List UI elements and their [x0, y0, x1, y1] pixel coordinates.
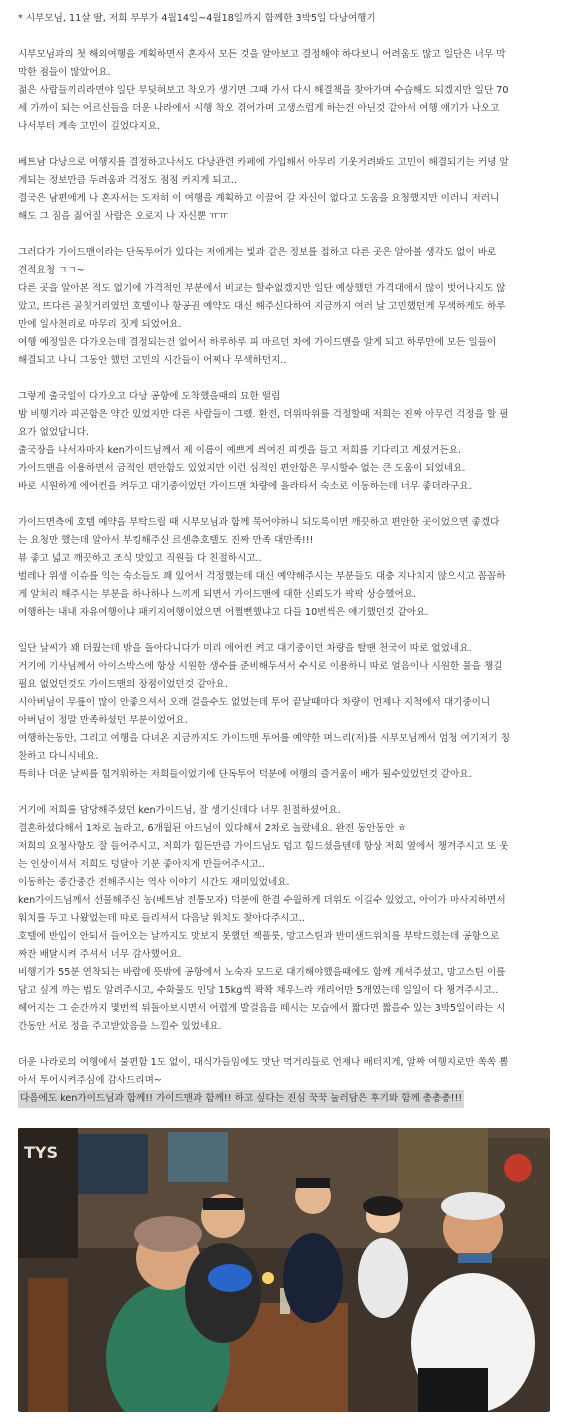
- text-line: 가이드면측에 호텔 예약을 부탁드릴 때 시부모님과 함께 묵어야하니 되도록이면 깨끗하고 편안한 곳이었으면 좋겠다: [18, 517, 500, 528]
- text-line: 시아버님이 무릎이 많이 안좋으셔서 오래 걸을수도 없었는데 투어 끝날때마다 차량이 언제나 지척에서 대기중이니: [18, 697, 491, 708]
- wall-decoration: [504, 1154, 532, 1182]
- text-line: 담고 싶게 까는 법도 알려주시고, 수화물도 인당 15kg씩 꽉꽉 채우느라 캐리어만 5개였는데 일일이 다 챙겨주시고..: [18, 985, 499, 996]
- text-line: 나서부터 계속 고민이 깊었다지요.: [18, 121, 160, 132]
- paragraph-1: [18, 46, 554, 136]
- text-line: 더운 나라로의 여행에서 불편함 1도 없이, 대식가들임에도 맛난 먹거리들로 언제나 배터지게, 알짜 여행지로만 쏙쏙 뽑: [18, 1057, 509, 1068]
- text-line: 여행 예정일은 다가오는데 결정되는건 없어서 하루하루 피 마르던 차에 가이드맨을 알게 되고 하루만에 모든 일들이: [18, 337, 497, 348]
- text-line: 세 가까이 되는 어르신들을 더운 나라에서 시행 착오 겪어가며 고생스럽게 하는건 아닌것 같아서 여행 얘기가 나오고: [18, 103, 500, 114]
- text-line: 저희의 요청사항도 잘 들어주시고, 저희가 힘든만큼 가이드님도 덥고 힘드셨을텐데 항상 저희 옆에서 챙겨주시고 또 웃: [18, 841, 509, 852]
- text-line: ken가이드님께서 선물해주신 농(베트남 전통모자) 덕분에 한결 수월하게 더위도 이길수 있었고, 아이가 마사지하면서: [18, 895, 506, 906]
- text-line: 밤 비행기라 피곤함은 약간 있었지만 다른 사람들이 그랬. 환전, 더위따위를 걱정할때 저희는 진짜 아무런 걱정을 할 필: [18, 409, 509, 420]
- wall-shelf: [398, 1128, 488, 1198]
- text-line: 비행기가 55분 연착되는 바람에 뜻밖에 공항에서 노숙자 모드로 대기해야했을때에도 함께 계셔주셨고, 망고스틴 이를: [18, 967, 506, 978]
- text-line: 견적요청 ㄱㄱ~: [18, 265, 85, 276]
- text-line: 젊은 사람들끼리라면야 일단 부딪혀보고 착오가 생기면 그때 가서 다시 해결책을 찾아가며 수습해도 되겠지만 일단 70: [18, 85, 509, 96]
- wall-window: [168, 1132, 228, 1182]
- text-line: 결혼하셨다해서 1차로 놀라고, 6개월된 아드님이 있다해서 2차로 놀랐네요. 완전 동안동안 ㅎ: [18, 823, 407, 834]
- paragraph-gap: [18, 496, 554, 514]
- text-line: 필요 없었던것도 가이드맨의 장점이었던것 같아요.: [18, 679, 228, 690]
- text-line: 출국장을 나서자마자 ken가이드님께서 제 이름이 예쁘게 씌여진 피켓을 들고 저희를 기다리고 계셨거든요.: [18, 445, 462, 456]
- text-line: 아서 투어시켜주심에 감사드리며~: [18, 1075, 162, 1086]
- person-grandfather-neck-cooler: [458, 1253, 492, 1263]
- text-line: 다른 곳을 알아본 적도 없기에 가격적인 부분에서 비교는 할수없겠지만 일단 예상했던 가격대에서 많이 벗어나지도 않: [18, 283, 506, 294]
- person-guide-body: [283, 1233, 343, 1323]
- paragraph-gap: [18, 1036, 554, 1054]
- paragraph-gap: [18, 226, 554, 244]
- text-line: 결국은 남편에게 나 혼자서는 도저히 이 여행을 계획하고 이끌어 갈 자신이 없다고 도움을 요청했지만 이러니 저러니: [18, 193, 500, 204]
- text-line: 바로 시원하게 에어컨을 켜두고 대기중이었던 가이드맨 차량에 올라타서 숙소로 이동하는데 너무 좋더라구요.: [18, 481, 472, 492]
- text-line: 베트남 다낭으로 여행지를 결정하고나서도 다낭관련 카페에 가입해서 아무리 기웃거려봐도 고민이 해결되기는 커녕 알: [18, 157, 509, 168]
- text-line: 게되는 정보만큼 두려움과 걱정도 점점 커지게 되고..: [18, 175, 238, 186]
- closing-line: [18, 1090, 554, 1108]
- text-line: 만에 일사천리로 마무리 짓게 되었어요.: [18, 319, 182, 330]
- group-photo: [18, 1128, 550, 1412]
- paragraph-gap: [18, 28, 554, 46]
- text-line: 해결되고 나니 그동안 했던 고민의 시간들이 어찌나 무색하던지..: [18, 355, 287, 366]
- person-grandmother-hair: [134, 1216, 202, 1252]
- paragraph-6: [18, 640, 554, 784]
- person-grandfather-shorts: [418, 1368, 488, 1412]
- text-line: 벌레나 위생 이슈를 익는 숙소들도 꽤 있어서 걱정했는데 대신 예약해주시는 부분들도 대충 지나치지 않으시고 꼼꼼하: [18, 571, 506, 582]
- paragraph-5: [18, 514, 554, 622]
- sign-text: TYS: [24, 1143, 59, 1162]
- post-title: * 시부모님, 11살 딸, 저희 부부가 4월14일~4월18일까지 함께한 3박5일 다낭여행기: [18, 13, 376, 24]
- text-line: 여행하는동안, 그리고 여행을 다녀온 지금까지도 가이드맨 투어를 예약한 며느리(저)를 시부모님께서 엄청 여기저기 칭: [18, 733, 510, 744]
- text-line: 그러다가 가이드맨이라는 단독투어가 있다는 저에게는 빛과 같은 정보를 접하고 다른 곳은 알아볼 생각도 없이 바로: [18, 247, 497, 258]
- paragraph-4: [18, 388, 554, 496]
- text-line: 뷰 좋고 넓고 깨끗하고 조식 맛있고 직원들 다 친절하시고..: [18, 553, 262, 564]
- candle-light: [262, 1272, 274, 1284]
- text-line: 막한 점들이 많았어요.: [18, 67, 111, 78]
- text-line: 게 알처리 해주시는 부분을 하나하나 느끼게 되면서 가이드맨에 대한 신뢰도가 팍팍 상승했어요.: [18, 589, 417, 600]
- paragraph-gap: [18, 136, 554, 154]
- paragraph-8: [18, 1054, 554, 1090]
- restaurant-group-photo-illustration: [18, 1128, 550, 1412]
- closing-highlight: 다음에도 ken가이드님과 함께!! 가이드맨과 함께!! 하고 싶다는 진심 꾹꾹 눌러담은 후기와 함께 총총총!!!: [18, 1090, 464, 1108]
- post-body: [18, 10, 554, 1108]
- text-line: 가이드맨을 이용하면서 금적인 편안함도 있었지만 이런 심적인 편안함은 무시할수 없는 큰 도움이 되었네요.: [18, 463, 466, 474]
- text-line: 거기에 저희를 담당해주셨던 ken가이드님, 잘 생기신데다 너무 친절하셨어요.: [18, 805, 341, 816]
- person-dad-hair: [203, 1198, 243, 1210]
- text-line: 특히나 더운 날씨를 힘겨워하는 저희들이었기에 단독투어 덕분에 여행의 즐거움이 배가 될수있었던것 같아요.: [18, 769, 472, 780]
- text-line: 해도 그 짐을 짊어질 사람은 오로지 나 자신뿐 ㅠㅠ: [18, 211, 228, 222]
- paragraph-7: [18, 802, 554, 1036]
- person-guide-hair: [296, 1178, 330, 1188]
- text-line: 는 요청만 했는데 알아서 부킹해주신 르센츄호텔도 진짜 만족 대만족!!!: [18, 535, 314, 546]
- text-line: 여행하는 내내 자유여행이냐 패키지여행이었으면 어쩔뻔했냐고 다들 10번씩은 얘기했던것 같아요.: [18, 607, 429, 618]
- text-line: 아버님이 정말 만족하셨던 부분이었어요.: [18, 715, 188, 726]
- person-dad-body: [185, 1243, 261, 1343]
- blue-bag: [208, 1264, 252, 1292]
- person-daughter-hair: [363, 1196, 403, 1216]
- paragraph-gap: [18, 370, 554, 388]
- text-line: 그렇게 출국일이 다가오고 다낭 공항에 도착했을때의 묘한 떨림: [18, 391, 281, 402]
- text-line: 거기에 기사님께서 아이스박스에 항상 시원한 생수를 준비해두셔서 수시로 이용하니 따로 얼음이나 시원한 물을 챙길: [18, 661, 503, 672]
- paragraph-2: [18, 154, 554, 226]
- text-line: 시부모님과의 첫 해외여행을 계획하면서 혼자서 모든 것을 알아보고 결정해야 하다보니 어려움도 많고 일단은 너무 막: [18, 49, 506, 60]
- text-line: 일단 날씨가 꽤 더웠는데 밖을 돌아다니다가 미리 에어컨 켜고 대기중이던 차량을 탈땐 천국이 따로 없었네요.: [18, 643, 472, 654]
- person-daughter-body: [358, 1238, 408, 1318]
- paragraph-gap: [18, 622, 554, 640]
- paragraph-3: [18, 244, 554, 370]
- chair-left: [28, 1278, 68, 1412]
- text-line: 았고, 뜨다른 골칫거리였던 호텔이나 항공권 예약도 대신 해주신다하여 지금까지 여러 날 고민했던게 무색하게도 하루: [18, 301, 506, 312]
- text-line: 간동안 서로 정을 주고받았음을 느낄수 있었네요.: [18, 1021, 222, 1032]
- person-grandfather-hair: [441, 1192, 505, 1220]
- text-line: 이동하는 중간중간 전해주시는 역사 이야기 시간도 재미있었네요.: [18, 877, 290, 888]
- text-line: 찬하고 다니시네요.: [18, 751, 99, 762]
- wall-window: [78, 1134, 148, 1194]
- text-line: 는 인상이셔서 저희도 덩달아 기분 좋아지게 만들어주시고..: [18, 859, 265, 870]
- text-line: 요가 없었답니다.: [18, 427, 89, 438]
- paragraph-gap: [18, 784, 554, 802]
- text-line: 워치를 두고 나왔었는데 따로 들리셔서 다음날 워치도 찾아다주시고..: [18, 913, 305, 924]
- text-line: 짜잔 배달시켜 주셔서 너무 감사했어요.: [18, 949, 182, 960]
- text-line: 호텔에 반입이 안되서 들어오는 날까지도 맛보지 못했던 젝플룻, 망고스틴과 반미샌드위치를 부탁드렸는데 공항으로: [18, 931, 500, 942]
- text-line: 헤어지는 그 순간까지 몇번씩 뒤돌아보시면서 어렵게 발걸음을 떼시는 모습에서 짧다면 짧을수 있는 3박5일이라는 시: [18, 1003, 506, 1014]
